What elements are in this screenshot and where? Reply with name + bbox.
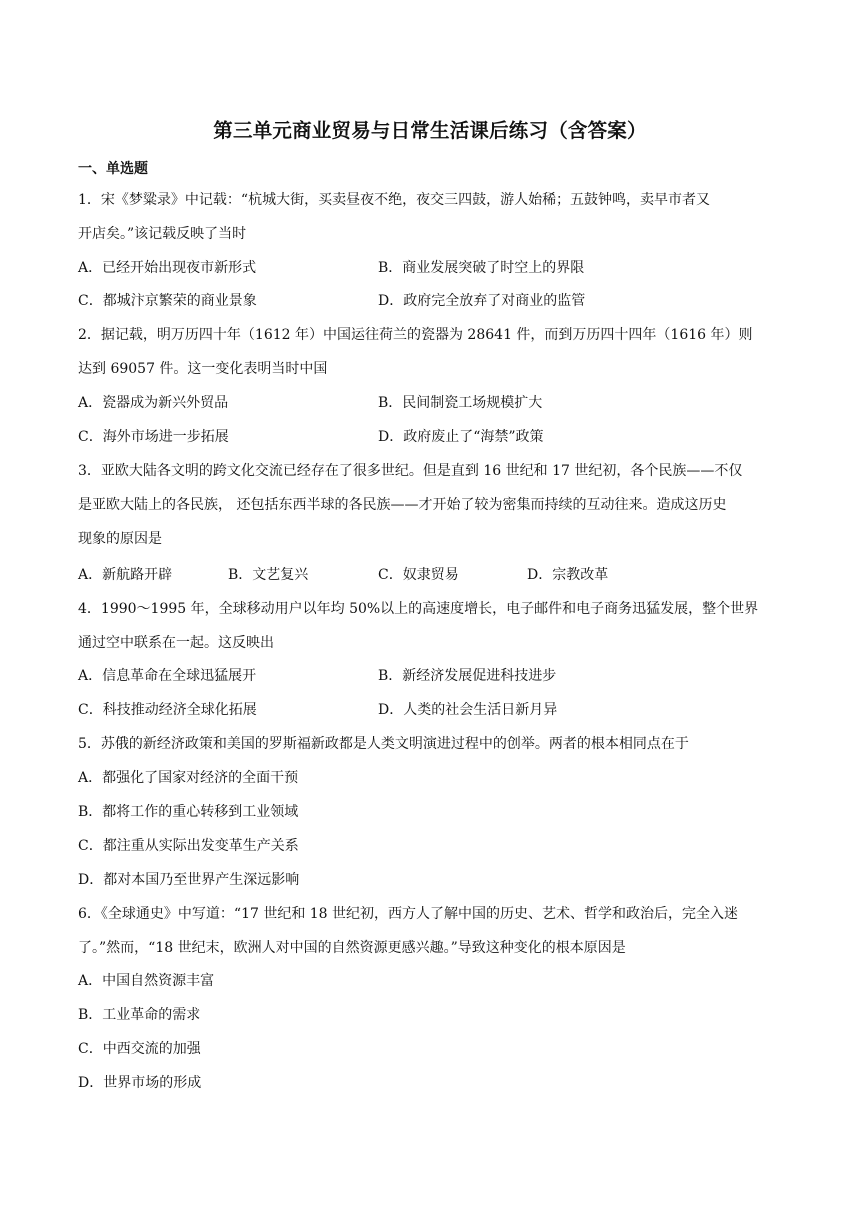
question-4-stem-line-2: 通过空中联系在一起。这反映出 [78, 635, 274, 651]
question-3-option-a: A．新航路开辟 [78, 567, 173, 583]
question-2-stem-line-1: 2．据记载，明万历四十年（1612 年）中国运往荷兰的瓷器为 28641 件，而到万历四十四年（1616 年）则 [78, 327, 753, 343]
question-5-option-d: D．都对本国乃至世界产生深远影响 [78, 872, 300, 888]
question-2-option-b: B．民间制瓷工场规模扩大 [378, 395, 543, 411]
question-3-stem-line-2: 是亚欧大陆上的各民族， 还包括东西半球的各民族——才开始了较为密集而持续的互动往来。造成这历史 [78, 497, 727, 513]
question-3-option-b: B．文艺复兴 [228, 567, 309, 583]
question-3-stem-line-3: 现象的原因是 [78, 531, 162, 547]
question-4-option-b: B．新经济发展促进科技进步 [378, 668, 557, 684]
question-3-stem-line-1: 3．亚欧大陆各文明的跨文化交流已经存在了很多世纪。但是直到 16 世纪和 17 世纪初，各个民族——不仅 [78, 463, 743, 479]
section-heading: 一、单选题 [78, 161, 148, 177]
question-4-option-d: D．人类的社会生活日新月异 [378, 702, 558, 718]
question-1-option-a: A．已经开始出现夜市新形式 [78, 260, 257, 276]
question-5-option-c: C．都注重从实际出发变革生产关系 [78, 838, 299, 854]
question-5-stem-line-1: 5．苏俄的新经济政策和美国的罗斯福新政都是人类文明演进过程中的创举。两者的根本相同点在于 [78, 736, 689, 752]
question-2-option-a: A．瓷器成为新兴外贸品 [78, 395, 229, 411]
question-1-stem-line-1: 1．宋《梦粱录》中记载：“杭城大街，买卖昼夜不绝，夜交三四鼓，游人始稀；五鼓钟鸣，卖早市者又 [78, 192, 711, 208]
question-6-option-d: D．世界市场的形成 [78, 1075, 202, 1091]
question-1-option-c: C．都城汴京繁荣的商业景象 [78, 293, 257, 309]
question-5-option-a: A．都强化了国家对经济的全面干预 [78, 770, 299, 786]
question-2-option-d: D．政府废止了“海禁”政策 [378, 429, 544, 445]
question-5-option-b: B．都将工作的重心转移到工业领域 [78, 804, 299, 820]
question-4-option-c: C．科技推动经济全球化拓展 [78, 702, 257, 718]
question-1-option-d: D．政府完全放弃了对商业的监管 [378, 293, 586, 309]
question-2-stem-line-2: 达到 69057 件。这一变化表明当时中国 [78, 361, 328, 377]
question-6-stem-line-1: 6．《全球通史》中写道：“17 世纪和 18 世纪初，西方人了解中国的历史、艺术、哲学和政治后，完全入迷 [78, 906, 739, 922]
question-4-stem-line-1: 4．1990～1995 年，全球移动用户以年均 50%以上的高速度增长，电子邮件和电子商务迅猛发展，整个世界 [78, 601, 759, 617]
question-3-option-c: C．奴隶贸易 [378, 567, 459, 583]
question-1-stem-line-2: 开店矣。”该记载反映了当时 [78, 226, 247, 242]
page-title: 第三单元商业贸易与日常生活课后练习（含答案） [213, 119, 647, 142]
question-6-option-b: B．工业革命的需求 [78, 1007, 201, 1023]
question-2-option-c: C．海外市场进一步拓展 [78, 429, 229, 445]
question-4-option-a: A．信息革命在全球迅猛展开 [78, 668, 257, 684]
question-1-option-b: B．商业发展突破了时空上的界限 [378, 260, 585, 276]
question-6-option-c: C．中西交流的加强 [78, 1041, 201, 1057]
question-3-option-d: D．宗教改革 [527, 567, 609, 583]
question-6-stem-line-2: 了。”然而，“18 世纪末，欧洲人对中国的自然资源更感兴趣。”导致这种变化的根本原因是 [78, 940, 626, 956]
question-6-option-a: A．中国自然资源丰富 [78, 973, 215, 989]
